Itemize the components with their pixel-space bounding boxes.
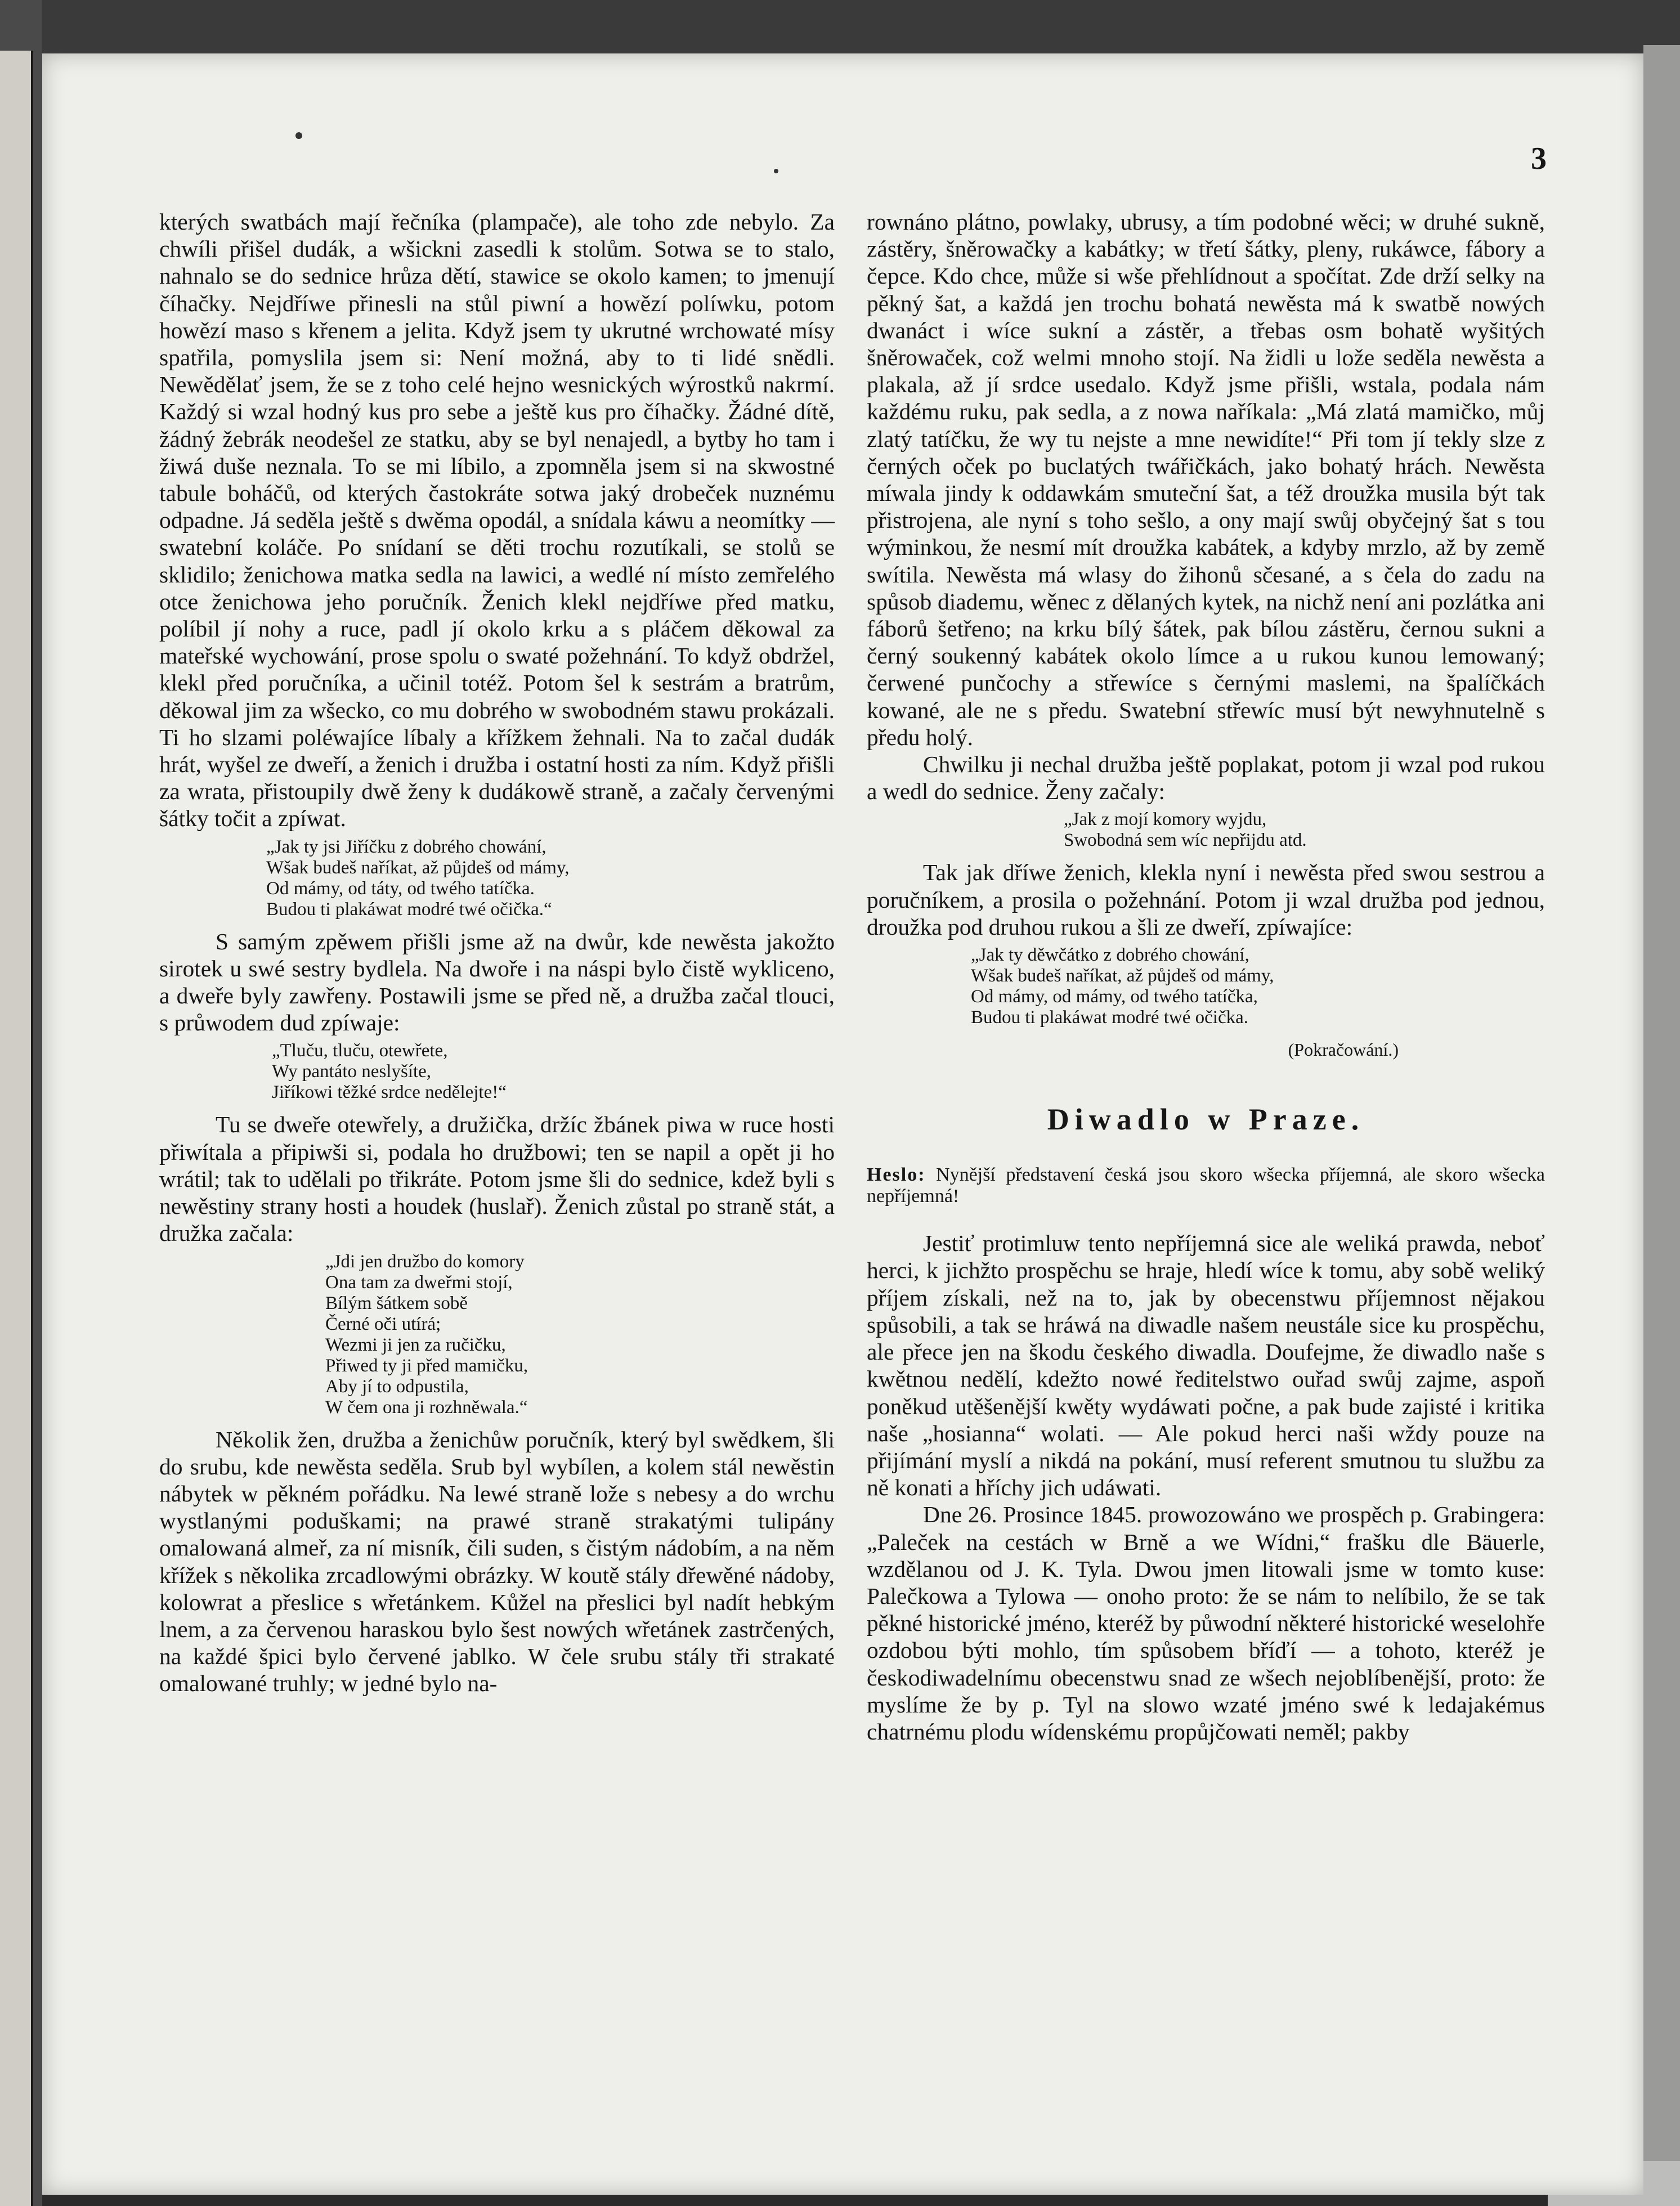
continued-note: (Pokračowání.) <box>1288 1039 1399 1060</box>
verse-line: Jiříkowi těžké srdce nedělejte!“ <box>272 1082 507 1103</box>
verse-line: Aby jí to odpustila, <box>325 1376 469 1397</box>
next-page-edge <box>1643 45 1680 2206</box>
motto-label: Heslo: <box>867 1164 926 1186</box>
verse-line: Budou ti plakáwat modré twé očička.“ <box>266 899 552 920</box>
verse-line: Bílým šátkem sobě <box>325 1293 468 1313</box>
verse-line: Od mámy, od mámy, od twého tatíčka, <box>971 987 1258 1007</box>
verse-line: „Jak ty děwčátko z dobrého chowání, <box>971 945 1249 966</box>
paragraph: Několik žen, družba a ženichůw poručník, který byl swědkem, šli do srubu, kde newěsta seděla. Srub byl wybílen, a kolem stál newěstin nábytek w pěkném pořádku. Na lewé straně lože s nebesy a do wrchu wystlanými poduškami; na prawé straně strakatými tulipány omalowaná almeř, za ní misník, čili suden, s čistým nádobím, a na něm křížek s několika zrcadlowými obrázky. W koutě stály dřewěné nádoby, kolowrat a přeslice s wřetánkem. Kůžel na přeslici byl nadít hebkým lnem, a za červenou haraskou bylo šest nowých wřetánek zastrčených, na každé špici bylo červené jablko. W čele srubu stály tři strakaté omalowané truhly; w jedné bylo na- <box>159 1426 835 1697</box>
verse-line: „Jak z mojí komory wyjdu, <box>1064 809 1267 830</box>
motto <box>867 1164 1545 1207</box>
paragraph: Tak jak dříwe ženich, klekla nyní i newěsta před swou sestrou a poručníkem, a prosila o požehnání. Potom ji wzal družba pod jednou, droužka pod druhou rukou a šli ze dweří, zpíwajíce: <box>867 859 1545 940</box>
paragraph: rownáno plátno, powlaky, ubrusy, a tím podobné wěci; w druhé sukně, zástěry, šněrowačky a kabátky; w třetí šátky, pleny, rukáwce, fábory a čepce. Kdo chce, může si wše přehlídnout a spočítat. Zde drží selky na pěkný šat, a každá jen trochu bohatá newěsta má k swatbě nowých dwanáct i wíce sukní a zástěr, a třebas osm bohatě wyšitých šněrowaček, což welmi mnoho stojí. Na židli u lože seděla newěsta a plakala, až jí srdce usedalo. Když jsme přišli, wstala, podala nám každému ruku, pak sedla, a z nowa naříkala: „Má zlatá mamičko, můj zlatý tatíčku, že wy tu nejste a mne newidíte!“ Při tom jí tekly slze z černých oček po buclatých twářičkách, jako bohatý hrách. Newěsta míwala jindy k oddawkám smuteční šat, a též droužka musila být tak přistrojena, ale nyní s toho sešlo, a ony mají swůj obyčejný šat s tou wýminkou, že nesmí mít droužka kabátek, a kdyby mrzlo, až by země swítila. Newěsta má wlasy do žihonů sčesané, a s čela do zadu na spůsob diademu, wěnec z dělaných kytek, na nichž není ani pozlátka ani fáborů šetřeno; na krku bílý šátek, pak bílou zástěru, černou sukni a černý soukenný kabátek okolo límce a u rukou kunou lemowaný; čerwené punčochy a střewíce s černými maslemi, na špalíčkách kowané, ale ne s předu. Swatební střewíc musí být newyhnutelně s předu holý. <box>867 209 1545 750</box>
verse-line: Černé oči utírá; <box>325 1313 441 1334</box>
verse-block <box>159 1041 835 1103</box>
verse-line: Swobodná sem wíc nepřijdu atd. <box>1064 830 1307 851</box>
paragraph: kterých swatbách mají řečníka (plampače), ale toho zde nebylo. Za chwíli přišel dudák, a wšickni zasedli k stolům. Sotwa se to stalo, nahnalo se do sednice hrůza dětí, stawice se okolo kamen; to jmenují číhačky. Nejdříwe přinesli na stůl piwní a howězí políwku, potom howězí maso s křenem a jelita. Když jsem ty ukrutné wrchowaté mísy spatřila, pomyslila jsem si: Není možná, aby to ti lidé snědli. Newědělať jsem, že se z toho celé hejno wesnických wýrostků nakrmí. Každý si wzal hodný kus pro sebe a ještě kus pro číhačky. Žádné dítě, žádný žebrák neodešel ze statku, aby se byl nenajedl, a bytby ho tam i žiwá duše neznala. To se mi líbilo, a zpomněla jsem si na skwostné tabule boháčů, od kterých častokráte sotwa jaký drobeček nuznému odpadne. Já seděla ještě s dwěma opodál, a snídala káwu a neomítky — swatební koláče. Po snídaní se děti trochu rozutíkali, se stolů se sklidilo; ženichowa matka sedla na lawici, a wedlé ní místo zemřelého otce ženichowa jeho poručník. Ženich klekl nejdříwe před matku, políbil jí nohy a ruce, padl jí okolo krku a s pláčem děkowal za mateřské wychowání, prose spolu o swaté požehnání. To když obdržel, klekl před poručníka, a učinil totéž. Potom šel k sestrám a bratrům, děkowal jim za wšecko, co mu dobrého w swobodném stawu prokázali. Ti ho slzami poléwajíce líbaly a křížkem žehnali. Na to začal dudák hrát, wyšel ze dweří, a ženich i družba i ostatní hosti za ním. Když přišli za wrata, přistoupily dwě ženy k dudákowě straně, a začaly červenými šátky točit a zpíwat. <box>159 209 835 832</box>
paragraph: S samým zpěwem přišli jsme až na dwůr, kde newěsta jakožto sirotek u swé sestry bydlela. Na dwoře i na náspi bylo čistě wykliceno, a dweře byly zawřeny. Postawili jsme se před ně, a družba začal tlouci, s průwodem dud zpíwaje: <box>159 928 835 1036</box>
scan-background-top <box>0 0 1680 53</box>
verse-line: Budou ti plakáwat modré twé očička. <box>971 1007 1249 1028</box>
left-column <box>159 208 835 1697</box>
paragraph: Jestiť protimluw tento nepříjemná sice ale weliká prawda, neboť herci, k jichžto prospěchu se hraje, hledí wíce k tomu, aby sobě weliký příjem získali, než na to, jak by obecenstwu příjemnost nějakou spůsobili, a tak se hráwá na diwadle našem neustále sice ku prospěchu, ale přece jen na škodu českého diwadla. Doufejme, že diwadlo naše s kwětnou nedělí, kdežto nowé ředitelstwo ouřad swůj zajme, aspoň poněkud utěšenější kwěty wydáwati počne, a pak bude zajisté i kritika naše „hosianna“ wolati. — Ale pokud herci naši wždy pouze na přijímání myslí a nikdá na pokání, musí referent smutnou tu službu za ně konati a hříchy jich udáwati. <box>867 1230 1545 1501</box>
verse-line: Ona tam za dweřmi stojí, <box>325 1272 513 1293</box>
paragraph: Chwilku ji nechal družba ještě poplakat, potom ji wzal pod rukou a wedl do sednice. Ženy začaly: <box>867 751 1545 805</box>
page-number: 3 <box>1531 141 1547 176</box>
verse-line: „Jak ty jsi Jiříčku z dobrého chowání, <box>266 836 546 857</box>
verse-line: Přiwed ty ji před mamičku, <box>325 1355 528 1376</box>
verse-block <box>867 945 1545 1028</box>
verse-line: Wy pantáto neslyšíte, <box>272 1061 432 1082</box>
verse-line: Wezmi ji jen za ručičku, <box>325 1334 506 1355</box>
verse-line: W čem ona ji rozhněwala.“ <box>325 1397 528 1418</box>
verse-line: Wšak budeš naříkat, až půjdeš od mámy, <box>266 857 570 878</box>
paragraph: Tu se dweře otewřely, a družička, držíc žbánek piwa w ruce hosti přiwítala a připiwši si, podala ho družbowi; ten se napil a opět ji ho wrátil; tak to udělali po třikráte. Potom jsme šli do sednice, kdež byli s newěstiny strany hosti a houdek (huslař). Ženich zůstal po straně stát, a družka začala: <box>159 1111 835 1247</box>
verse-line: „Tluču, tluču, otewřete, <box>272 1041 448 1061</box>
verse-line: „Jdi jen družbo do komory <box>325 1251 525 1272</box>
motto-text: Nynější představení česká jsou skoro wšecka příjemná, ale skoro wšecka nepříjemná! <box>867 1164 1545 1207</box>
verse-block <box>159 837 835 920</box>
ink-speck <box>295 132 302 139</box>
verse-block <box>867 809 1545 851</box>
ink-speck <box>774 169 778 173</box>
verse-block <box>159 1252 835 1418</box>
verse-line: Od mámy, od táty, od twého tatíčka. <box>266 878 535 899</box>
verse-line: Wšak budeš naříkat, až půjdeš od mámy, <box>971 966 1274 987</box>
paragraph: Dne 26. Prosince 1845. prowozowáno we prospěch p. Grabingera: „Paleček na cestách w Brně a we Wídni,“ frašku dle Bäuerle, wzdělanou od J. K. Tyla. Dwou jmen litowali jsme w tomto kuse: Palečkowa a Tylowa — onoho proto: že se nám to nelíbilo, že se tak pěkné historické jméno, kteréž by půwodní některé historické weselohře ozdobou býti mohlo, tím spůsobem bříďí — a tohoto, kteréž je českodiwadelnímu obecenstwu snad ze wšech nejoblíbenější, proto: že myslíme že by p. Tyl na slowo wzaté jméno swé k ledajakémus chatrnému plodu wídenskému propůjčowati neměl; pakby <box>867 1501 1545 1745</box>
section-heading: Diwadlo w Praze. <box>1047 1102 1365 1137</box>
previous-page-edge <box>0 51 33 2206</box>
right-column <box>867 208 1545 1745</box>
